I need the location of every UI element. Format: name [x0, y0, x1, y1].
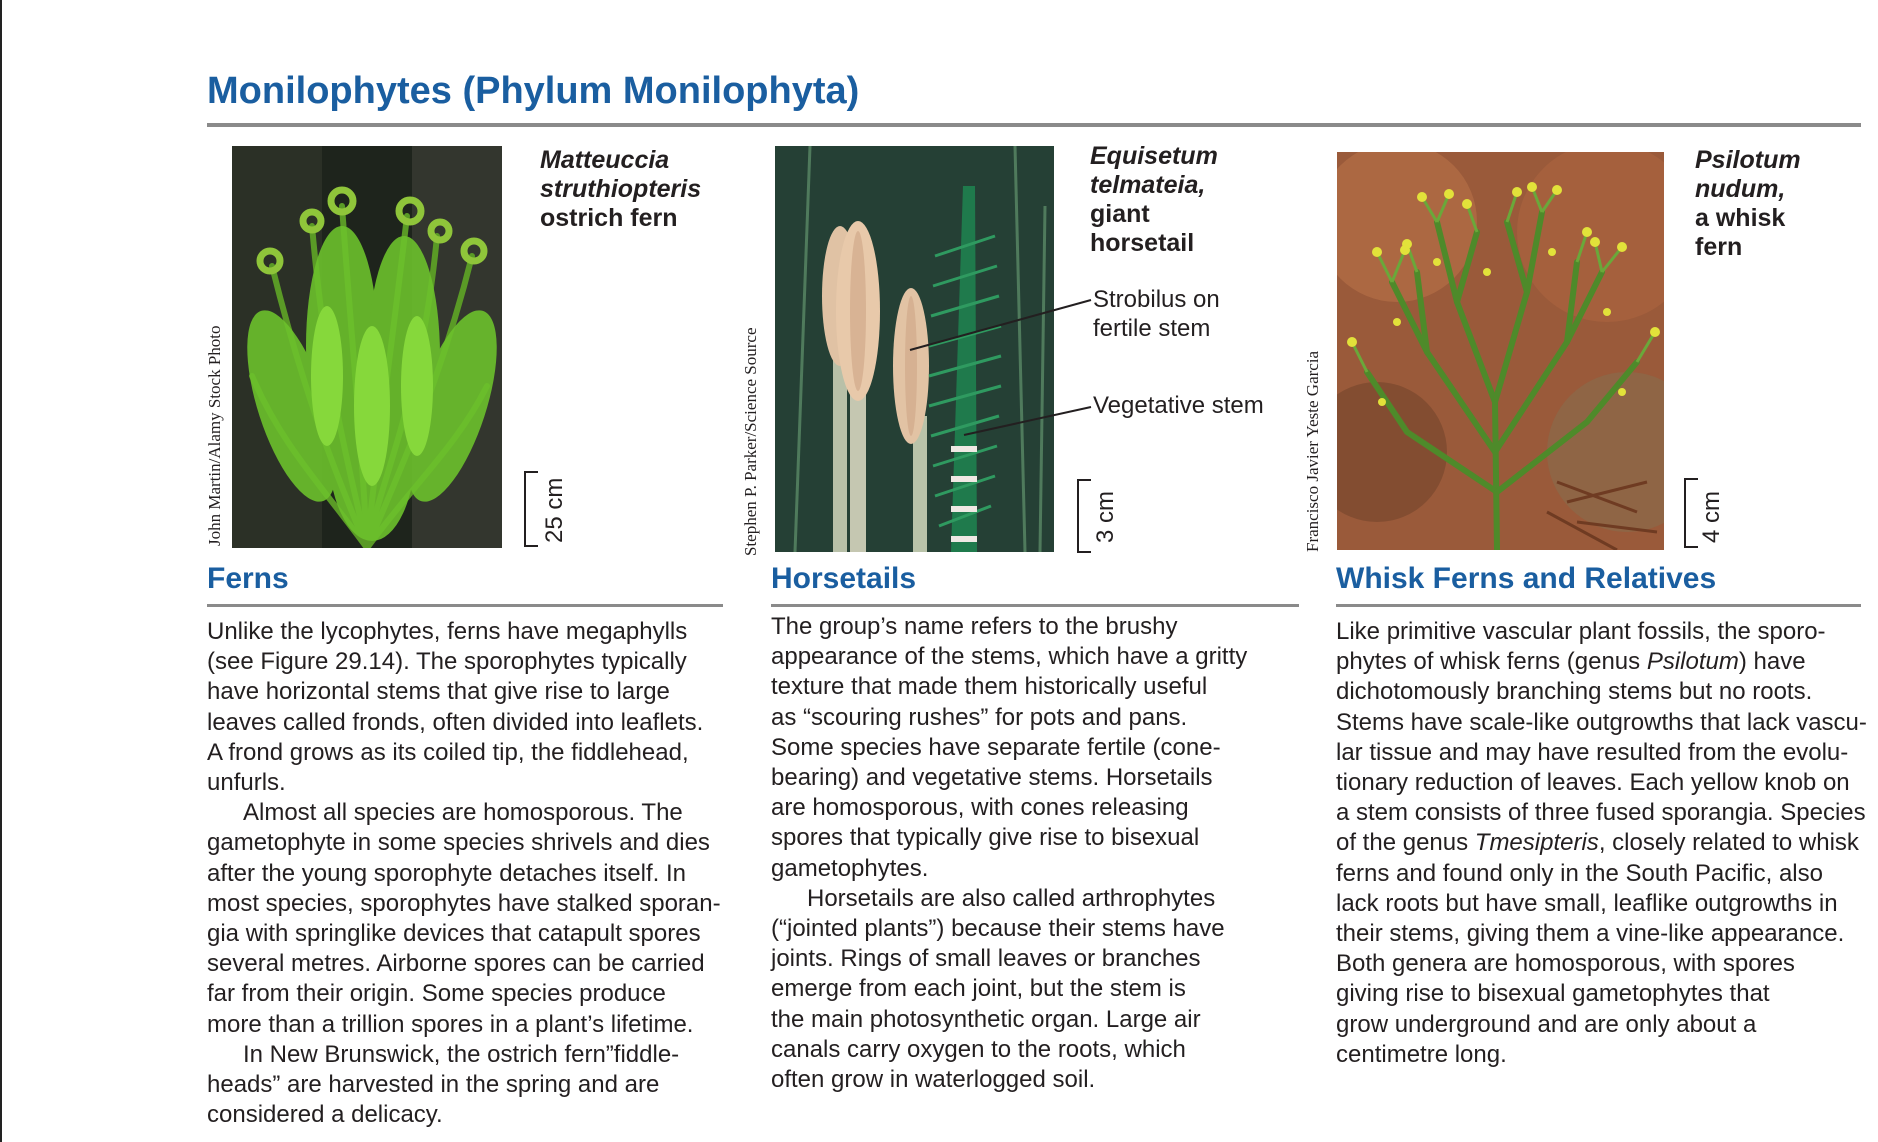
ferns-species-label	[540, 146, 701, 233]
horsetails-heading-rule	[771, 604, 1299, 607]
horsetails-epithet: telmateia,	[1090, 171, 1206, 199]
page-left-edge	[0, 0, 2, 1142]
whisk-common-name-2: fern	[1695, 233, 1743, 261]
page-title: Monilophytes (Phylum Monilophyta)	[207, 70, 860, 112]
horsetails-species-label	[1090, 142, 1218, 258]
whisk-scale-label: 4 cm	[1698, 490, 1725, 543]
ferns-photo-credit: John Martin/Alamy Stock Photo	[205, 325, 224, 546]
whisk-fern-photo	[1337, 152, 1664, 550]
giant-horsetail-photo	[775, 146, 1054, 552]
whisk-heading-rule	[1336, 604, 1861, 607]
whisk-genus: Psilotum	[1695, 146, 1801, 174]
whisk-heading: Whisk Ferns and Relatives	[1336, 562, 1717, 595]
ferns-epithet: struthiopteris	[540, 175, 702, 203]
vegetative-stem-callout: Vegetative stem	[1093, 392, 1264, 419]
strobilus-callout: Strobilus on fertile stem	[1093, 286, 1220, 342]
ferns-genus: Matteuccia	[540, 146, 670, 174]
ferns-common-name: ostrich fern	[540, 204, 678, 232]
horsetails-scale-label: 3 cm	[1092, 490, 1119, 543]
whisk-scale-bar	[1684, 478, 1698, 548]
whisk-common-name-1: a whisk	[1695, 204, 1786, 232]
whisk-epithet: nudum,	[1695, 175, 1786, 203]
horsetails-common-name-2: horsetail	[1090, 229, 1195, 257]
horsetails-common-name-1: giant	[1090, 200, 1150, 228]
title-rule	[207, 123, 1861, 127]
ferns-heading-rule	[207, 604, 723, 607]
whisk-body-text: Like primitive vascular plant fossils, the sporo- phytes of whisk ferns (genus Psilotum) have dichotomously branching stems but no roots. Stems have scale-like outgrowths that lack vascu- lar tissue and may have resulted from the evolu- tionary reduction of leaves. Each yellow knob on a stem consists of three fused sporangia. Species of the genus Tmesipteris, closely related to whisk ferns and found only in the South Pacific, also lack roots but have small, leaflike outgrowths in their stems, giving them a vine-like appearance. Both genera are homosporous, with spores giving rise to bisexual gametophytes that grow underground and are only about a centimetre long.	[1336, 618, 1867, 1068]
whisk-photo-credit: Francisco Javier Yeste Garcia	[1303, 350, 1322, 552]
ferns-heading: Ferns	[207, 562, 289, 595]
horsetails-photo-credit: Stephen P. Parker/Science Source	[741, 327, 760, 556]
ferns-scale-label: 25 cm	[541, 477, 568, 543]
ferns-scale-bar	[524, 471, 538, 547]
whisk-species-label	[1695, 146, 1801, 262]
ostrich-fern-photo	[232, 146, 502, 548]
horsetails-scale-bar	[1077, 479, 1091, 553]
horsetails-genus: Equisetum	[1090, 142, 1218, 170]
horsetails-body-text: The group’s name refers to the brushy appearance of the stems, which have a gritty texture that made them historically useful as “scouring rushes” for pots and pans. Some species have separate fertile (cone- bearing) and vegetative stems. Horsetails are homosporous, with cones releasing spores that typically give rise to bisexual gametophytes. Horsetails are also called arthrophytes (“jointed plants”) because their stems have joints. Rings of small leaves or branches emerge from each joint, but the stem is the main photosynthetic organ. Large air canals carry oxygen to the roots, which often grow in waterlogged soil.	[771, 613, 1248, 1094]
ferns-body-text: Unlike the lycophytes, ferns have megaphylls (see Figure 29.14). The sporophytes typically have horizontal stems that give rise to large leaves called fronds, often divided into leaflets. A frond grows as its coiled tip, the fiddlehead, unfurls. Almost all species are homosporous. The gametophyte in some species shrivels and dies after the young sporophyte detaches itself. In most species, sporophytes have stalked sporan- gia with springlike devices that catapult spores several metres. Airborne spores can be carried far from their origin. Some species produce more than a trillion spores in a plant’s lifetime. In New Brunswick, the ostrich fern”fiddle- heads” are harvested in the spring and are considered a delicacy.	[207, 618, 721, 1129]
horsetails-heading: Horsetails	[771, 562, 917, 595]
